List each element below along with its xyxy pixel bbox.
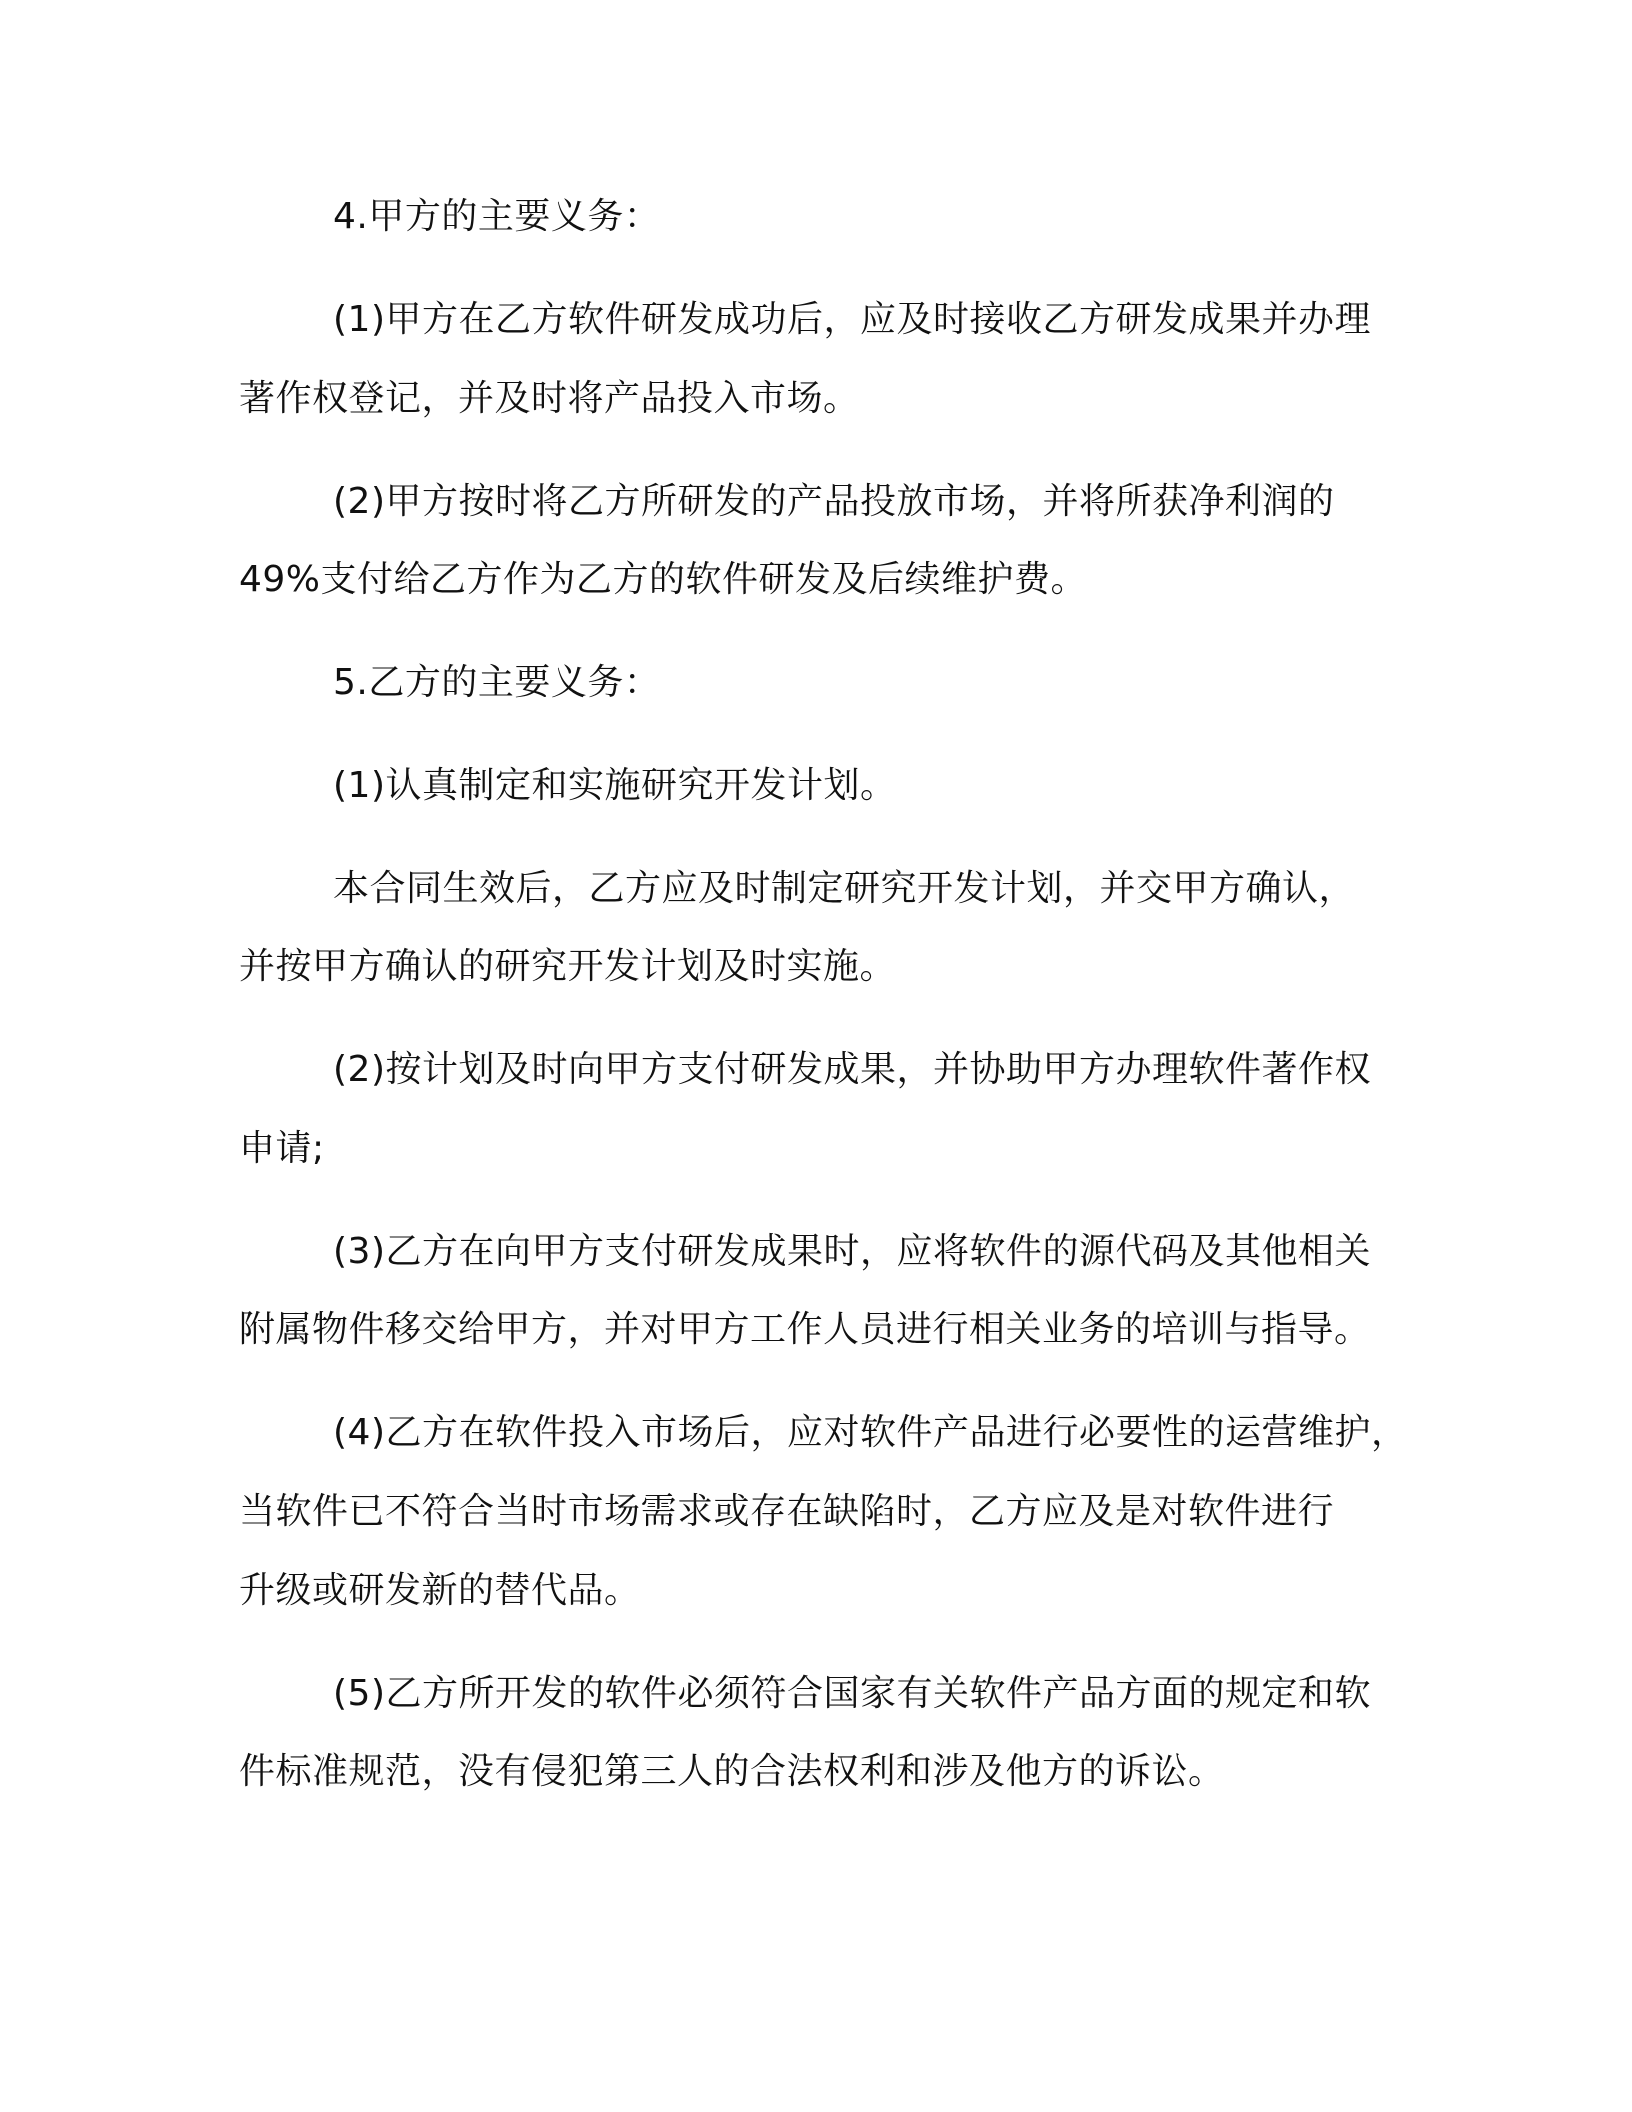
paragraph-5-1-detail-line-1: 本合同生效后，乙方应及时制定研究开发计划，并交甲方确认，: [333, 868, 1356, 909]
paragraph-5-5-line-2: 件标准规范，没有侵犯第三人的合法权利和涉及他方的诉讼。: [239, 1751, 1225, 1792]
paragraph-5-4-line-3: 升级或研发新的替代品。: [239, 1570, 641, 1611]
paragraph-5-2-line-2: 申请;: [239, 1128, 325, 1169]
paragraph-4-2-line-1: (2)甲方按时将乙方所研发的产品投放市场，并将所获净利润的: [333, 481, 1335, 522]
section-heading-4: 4.甲方的主要义务：: [333, 196, 661, 237]
paragraph-4-1-line-2: 著作权登记，并及时将产品投入市场。: [239, 378, 860, 419]
paragraph-5-5-line-1: (5)乙方所开发的软件必须符合国家有关软件产品方面的规定和软: [333, 1673, 1371, 1714]
paragraph-5-4-line-2: 当软件已不符合当时市场需求或存在缺陷时，乙方应及是对软件进行: [239, 1491, 1335, 1532]
paragraph-5-2-line-1: (2)按计划及时向甲方支付研发成果，并协助甲方办理软件著作权: [333, 1049, 1371, 1090]
paragraph-5-1-detail-line-2: 并按甲方确认的研究开发计划及时实施。: [239, 946, 897, 987]
paragraph-5-4-line-1: (4)乙方在软件投入市场后，应对软件产品进行必要性的运营维护，: [333, 1412, 1408, 1453]
paragraph-4-2-line-2: 49%支付给乙方作为乙方的软件研发及后续维护费。: [239, 559, 1088, 600]
section-heading-5: 5.乙方的主要义务：: [333, 662, 661, 703]
paragraph-5-1: (1)认真制定和实施研究开发计划。: [333, 765, 897, 806]
paragraph-4-1-line-1: (1)甲方在乙方软件研发成功后，应及时接收乙方研发成果并办理: [333, 299, 1371, 340]
paragraph-5-3-line-2: 附属物件移交给甲方，并对甲方工作人员进行相关业务的培训与指导。: [239, 1309, 1371, 1350]
paragraph-5-3-line-1: (3)乙方在向甲方支付研发成果时，应将软件的源代码及其他相关: [333, 1231, 1371, 1272]
